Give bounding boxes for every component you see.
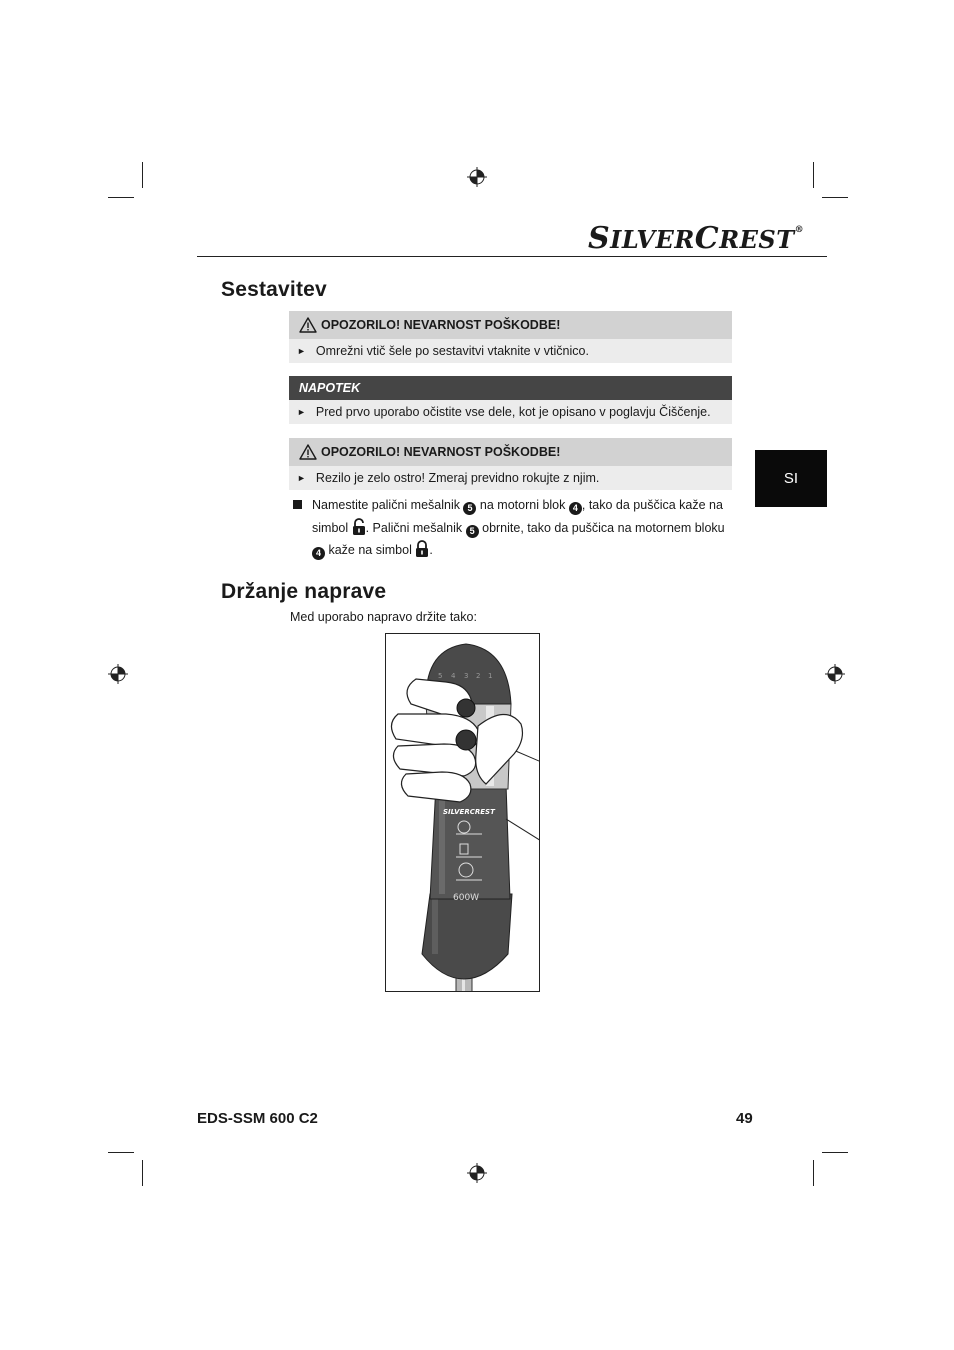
crop-mark: [108, 1152, 134, 1153]
footer-model-number: EDS-SSM 600 C2: [197, 1110, 318, 1127]
svg-text:4: 4: [451, 672, 456, 680]
arrow-bullet-icon: ►: [297, 473, 306, 483]
language-tab: [755, 450, 827, 507]
registration-mark-icon: [467, 1163, 487, 1183]
svg-text:3: 3: [464, 672, 469, 680]
crop-mark: [142, 162, 143, 188]
warning-triangle-icon: [299, 444, 317, 460]
svg-text:5: 5: [438, 672, 443, 680]
intro-text: Med uporabo napravo držite tako:: [290, 610, 477, 624]
part-number-badge: 4: [569, 502, 582, 515]
crop-mark: [813, 1160, 814, 1186]
warning-heading: [289, 438, 732, 466]
arrow-bullet-icon: ►: [297, 346, 306, 356]
crop-mark: [822, 197, 848, 198]
warning-text: Omrežni vtič šele po sestavitvi vtaknite v vtičnico.: [315, 344, 589, 358]
brand-logo: SILVERCREST®: [588, 221, 805, 256]
warning-triangle-icon: [299, 317, 317, 333]
warning-body: [289, 466, 732, 490]
warning-heading-text: OPOZORILO! NEVARNOST POŠKODBE!: [321, 445, 561, 459]
power-label: 600W: [453, 893, 480, 903]
registration-mark-icon: [108, 664, 128, 684]
square-bullet-icon: [293, 500, 302, 509]
crop-mark: [108, 197, 134, 198]
section-title-holding: Držanje naprave: [221, 580, 387, 603]
hand-blender-illustration: [385, 633, 540, 992]
arrow-bullet-icon: ►: [297, 407, 306, 417]
note-heading: [289, 376, 732, 400]
note-body: [289, 400, 732, 424]
device-brand-label: SILVERCREST: [443, 808, 495, 816]
svg-text:1: 1: [488, 672, 493, 680]
registration-mark-icon: [467, 167, 487, 187]
hand-blender-drawing: [386, 634, 540, 992]
crop-mark: [813, 162, 814, 188]
header-rule: [197, 256, 827, 257]
instruction-step: [293, 494, 733, 562]
part-number-badge: 4: [312, 547, 325, 560]
crop-mark: [142, 1160, 143, 1186]
crop-mark: [822, 1152, 848, 1153]
warning-text: Rezilo je zelo ostro! Zmeraj previdno rokujte z njim.: [315, 471, 600, 485]
registration-mark-icon: [825, 664, 845, 684]
section-title-assembly: Sestavitev: [221, 278, 327, 301]
part-number-badge: 5: [463, 502, 476, 515]
page-number: 49: [736, 1110, 753, 1127]
note-text: Pred prvo uporabo očistite vse dele, kot je opisano v poglavju Čiščenje.: [315, 405, 711, 419]
locked-padlock-icon: [415, 540, 429, 558]
part-number-badge: 5: [466, 525, 479, 538]
warning-heading-text: OPOZORILO! NEVARNOST POŠKODBE!: [321, 318, 561, 332]
svg-text:2: 2: [476, 672, 481, 680]
language-tab-label: SI: [783, 470, 799, 487]
warning-body: [289, 339, 732, 363]
instruction-text: Namestite palični mešalnik 5 na motorni blok 4 , tako da puščica kaže na simbol . Palični mešalnik 5 obrnite, tako da puščica na motornem bloku 4 kaže na simbol .: [312, 498, 725, 558]
warning-heading: [289, 311, 732, 339]
note-heading-text: NAPOTEK: [299, 381, 361, 395]
unlocked-padlock-icon: [352, 518, 366, 536]
